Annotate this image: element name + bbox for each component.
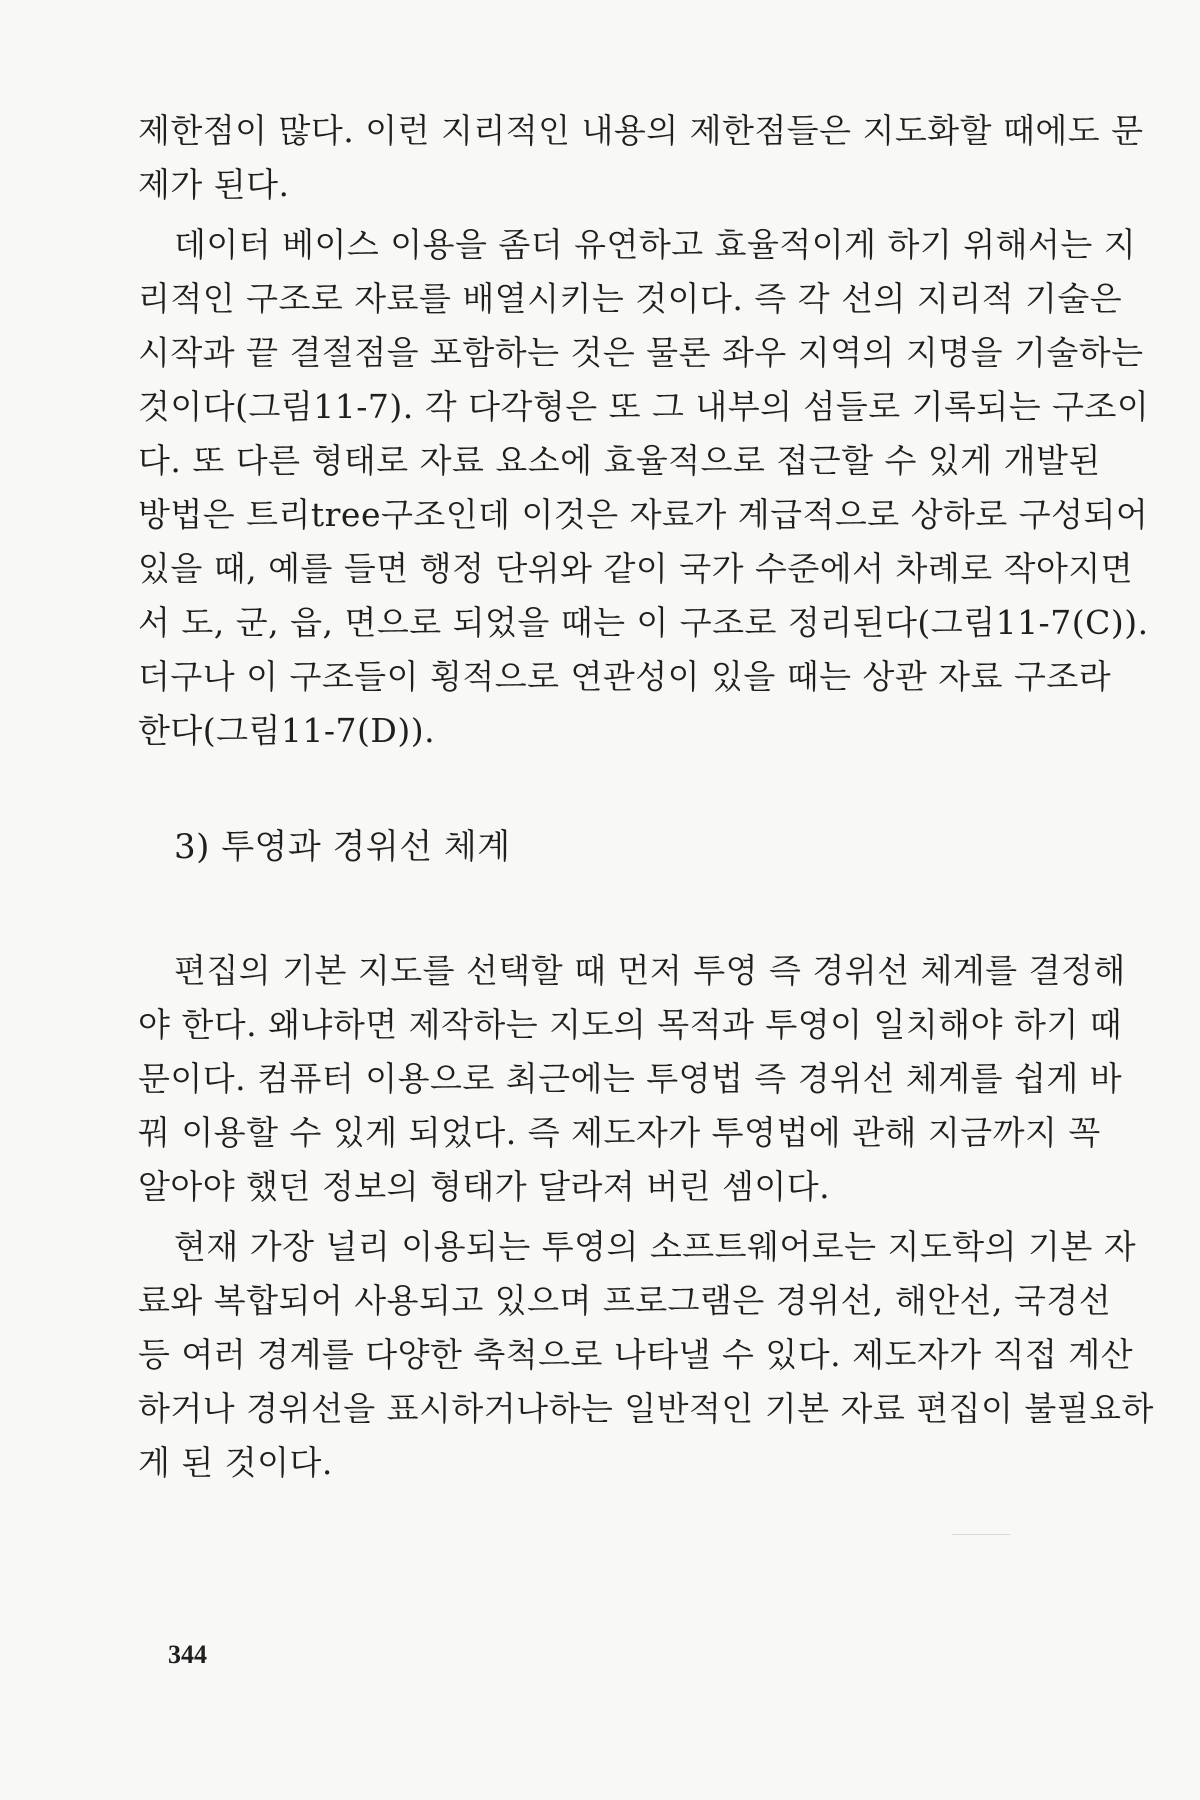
text-line: 시작과 끝 결절점을 포함하는 것은 물론 좌우 지역의 지명을 기술하는 [138,333,1144,372]
page-number: 344 [168,1640,207,1669]
text-line: 료와 복합되어 사용되고 있으며 프로그램은 경위선, 해안선, 국경선 [138,1281,1112,1320]
text-line: 리적인 구조로 자료를 배열시키는 것이다. 즉 각 선의 지리적 기술은 [138,279,1123,318]
text-line: 더구나 이 구조들이 횡적으로 연관성이 있을 때는 상관 자료 구조라 [138,657,1112,696]
text-line: 알아야 했던 정보의 형태가 달라져 버린 셈이다. [138,1167,831,1206]
text-line: 야 한다. 왜냐하면 제작하는 지도의 목적과 투영이 일치해야 하기 때 [138,1005,1123,1044]
text-line: 꿔 이용할 수 있게 되었다. 즉 제도자가 투영법에 관해 지금까지 꼭 [138,1113,1101,1152]
text-line: 것이다(그림11-7). 각 다각형은 또 그 내부의 섬들로 기록되는 구조이 [138,387,1150,426]
text-line: 게 된 것이다. [138,1443,333,1482]
section-heading: 3) 투영과 경위선 체계 [174,827,511,867]
text-line: 있을 때, 예를 들면 행정 단위와 같이 국가 수준에서 차례로 작아지면 [138,549,1134,588]
text-line: 현재 가장 널리 이용되는 투영의 소프트웨어로는 지도학의 기본 자 [174,1227,1137,1266]
paragraph-4 [138,1220,1154,1490]
text-line: 제가 된다. [138,165,290,204]
text-line: 등 여러 경계를 다양한 축척으로 나타낼 수 있다. 제도자가 직접 계산 [138,1335,1134,1374]
text-line: 서 도, 군, 읍, 면으로 되었을 때는 이 구조로 정리된다(그림11-7(C)). [138,603,1149,642]
text-line: 제한점이 많다. 이런 지리적인 내용의 제한점들은 지도화할 때에도 문 [138,111,1144,150]
page-content [138,104,1154,1490]
text-line: 문이다. 컴퓨터 이용으로 최근에는 투영법 즉 경위선 체계를 쉽게 바 [138,1059,1123,1098]
paragraph-1 [138,104,1144,212]
text-line: 데이터 베이스 이용을 좀더 유연하고 효율적이게 하기 위해서는 지 [174,225,1137,264]
text-line: 방법은 트리tree구조인데 이것은 자료가 계급적으로 상하로 구성되어 [138,495,1149,534]
text-line: 편집의 기본 지도를 선택할 때 먼저 투영 즉 경위선 체계를 결정해 [174,951,1126,990]
scan-mark [952,1534,1010,1535]
text-line: 다. 또 다른 형태로 자료 요소에 효율적으로 접근할 수 있게 개발된 [138,441,1101,480]
paragraph-2 [138,218,1150,758]
text-line: 하거나 경위선을 표시하거나하는 일반적인 기본 자료 편집이 불필요하 [138,1389,1154,1428]
paragraph-3 [138,944,1126,1214]
text-line: 한다(그림11-7(D)). [138,711,436,750]
